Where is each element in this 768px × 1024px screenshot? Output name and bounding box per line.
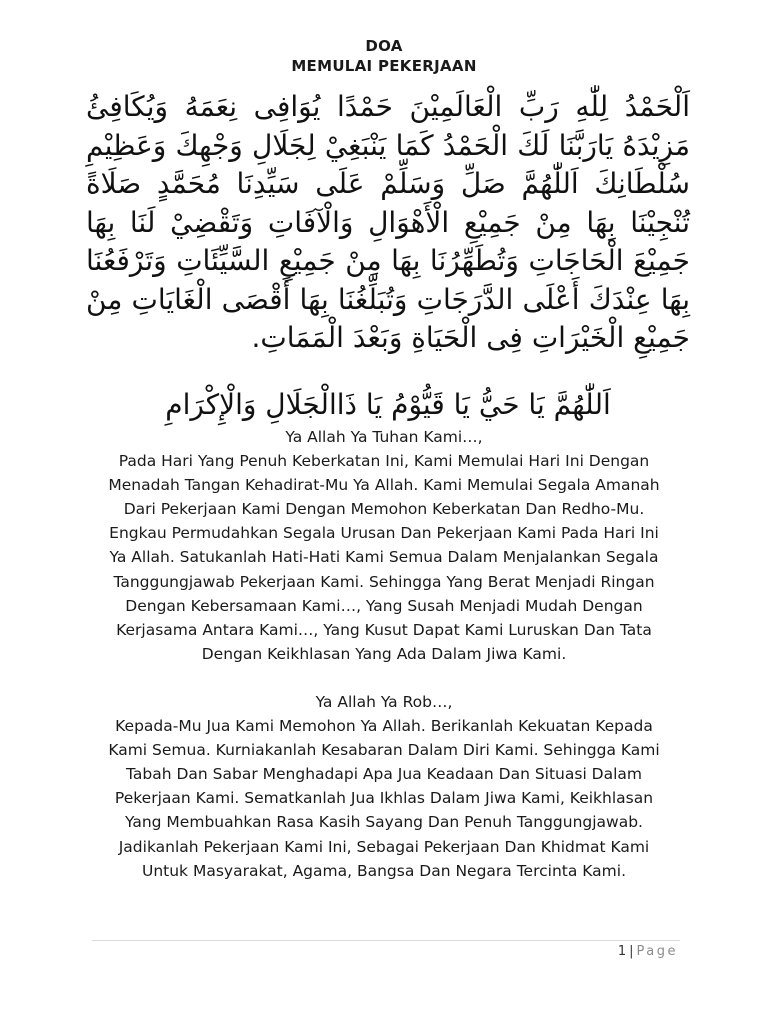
- paragraph-1-greeting: Ya Allah Ya Tuhan Kami…,: [285, 428, 483, 446]
- arabic-closing-line: اَللّٰهُمَّ يَا حَيُّ يَا قَيُّوْمُ يَا ذَاالْجَلَالِ وَالْإِكْرَامِ: [165, 388, 611, 421]
- title-line-1: DOA: [365, 37, 403, 55]
- paragraph-2-greeting: Ya Allah Ya Rob…,: [315, 692, 453, 711]
- page-number: 1: [617, 944, 627, 959]
- title-line-2: MEMULAI PEKERJAAN: [291, 57, 477, 75]
- footer-separator: |: [629, 944, 634, 959]
- arabic-prayer: اَلْحَمْدُ لِلّٰهِ رَبِّ الْعَالَمِيْنَ حَمْدًا يُوَافِى نِعَمَهُ وَيُكَافِئُ مَزِيْدَهُ يَارَبَّنَا لَكَ الْحَمْدُ كَمَا يَنْبَغِيْ لِجَلَالِ وَجْهِكَ وَعَظِيْمِ سُلْطَانِكَ اَللّٰهُمَّ صَلِّ وَسَلِّمْ عَلَى سَيِّدِنَا مُحَمَّدٍ صَلَاةً تُنْجِيْنَا بِهَا مِنْ جَمِيْعِ الْأَهْوَالِ وَالْآفَاتِ وَتَقْضِيْ لَنَا بِهَا جَمِيْعَ الْحَاجَاتِ وَتُطَهِّرُنَا بِهَا مِنْ جَمِيْعِ السَّيِّئَاتِ وَتَرْفَعُنَا بِهَا عِنْدَكَ أَعْلَى الدَّرَجَاتِ وَتُبَلِّغُنَا بِهَا أَقْصَى الْغَايَاتِ مِنْ جَمِيْعِ الْخَيْرَاتِ فِى الْحَيَاةِ وَبَعْدَ الْمَمَاتِ.: [86, 90, 690, 354]
- paragraph-2-body: Kepada-Mu Jua Kami Memohon Ya Allah. Berikanlah Kekuatan Kepada Kami Semua. Kurniakanlah Kesabaran Dalam Diri Kami. Sehingga Kami Tabah Dan Sabar Menghadapi Apa Jua Keadaan Dan Situasi Dalam Pekerjaan Kami. Sematkanlah Jua Ikhlas Dalam Jiwa Kami, Keikhlasan Yang Membuahkan Rasa Kasih Sayang Dan Penuh Tanggungjawab. Jadikanlah Pekerjaan Kami Ini, Sebagai Pekerjaan Dan Khidmat Kami Untuk Masyarakat, Agama, Bangsa Dan Negara Tercinta Kami.: [108, 717, 660, 880]
- translation-text: [100, 425, 668, 883]
- document-title: [0, 36, 768, 76]
- paragraph-spacer: [100, 666, 668, 690]
- page-footer: [618, 943, 678, 961]
- page-label: Page: [636, 944, 678, 959]
- footer-divider: [92, 940, 680, 941]
- paragraph-1-body: Pada Hari Yang Penuh Keberkatan Ini, Kami Memulai Hari Ini Dengan Menadah Tangan Kehadirat-Mu Ya Allah. Kami Memulai Segala Amanah Dari Pekerjaan Kami Dengan Memohon Keberkatan Dan Redho-Mu. Engkau Permudahkan Segala Urusan Dan Pekerjaan Kami Pada Hari Ini Ya Allah. Satukanlah Hati-Hati Kami Semua Dalam Menjalankan Segala Tanggungjawab Pekerjaan Kami. Sehingga Yang Berat Menjadi Ringan Dengan Kebersamaan Kami…, Yang Susah Menjadi Mudah Dengan Kerjasama Antara Kami…, Yang Kusut Dapat Kami Luruskan Dan Tata Dengan Keikhlasan Yang Ada Dalam Jiwa Kami.: [108, 452, 660, 663]
